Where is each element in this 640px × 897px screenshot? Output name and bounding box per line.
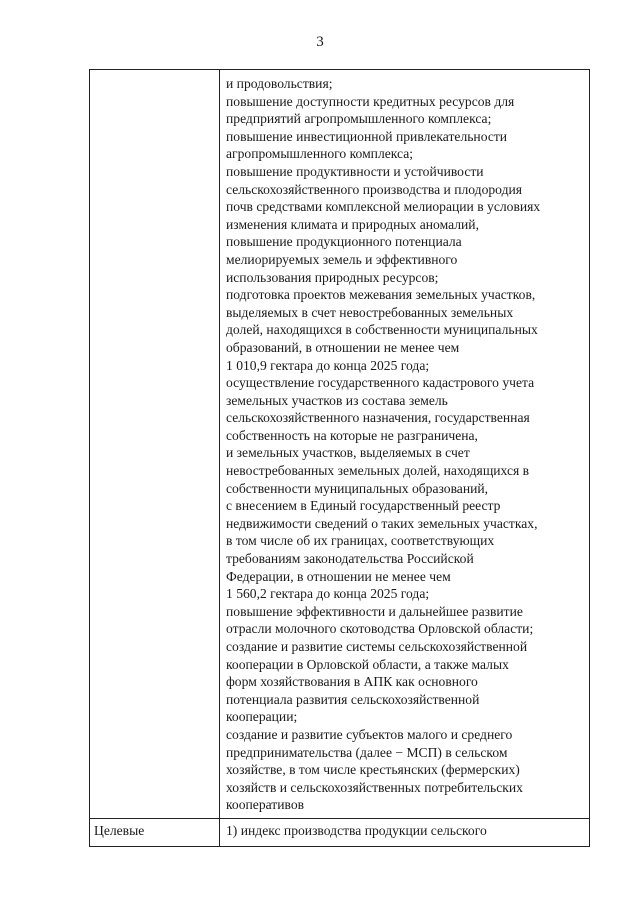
table-row-goals-continued [90, 70, 590, 819]
goals-line: кооперации в Орловской области, а также малых [226, 656, 509, 672]
goals-line: изменения климата и природных аномалий, [226, 216, 479, 232]
goals-line: мелиорируемых земель и эффективного [226, 251, 458, 267]
goals-line: кооперации; [226, 709, 298, 725]
goals-line: кооперативов [226, 797, 305, 813]
goals-cell [220, 70, 590, 819]
goals-line: почв средствами комплексной мелиорации в условиях [226, 199, 541, 215]
goals-line: долей, находящихся в собственности муниципальных [226, 322, 538, 338]
goals-line: подготовка проектов межевания земельных участков, [226, 287, 536, 303]
table-row-targets [90, 818, 590, 846]
goals-line: земельных участков из состава земель [226, 392, 448, 408]
goals-line: повышение доступности кредитных ресурсов для [226, 93, 515, 109]
targets-cell: 1) индекс производства продукции сельского [220, 818, 590, 846]
goals-line: повышение инвестиционной привлекательности [226, 128, 508, 144]
goals-line: предприятий агропромышленного комплекса; [226, 111, 492, 127]
goals-line: в том числе об их границах, соответствующих [226, 533, 495, 549]
goals-line: собственности муниципальных образований, [226, 480, 489, 496]
goals-line: повышение эффективности и дальнейшее развитие [226, 603, 523, 619]
goals-line: и земельных участков, выделяемых в счет [226, 445, 470, 461]
goals-line: собственность на которые не разграничена, [226, 427, 478, 443]
program-passport-table [89, 69, 590, 847]
goals-line: создание и развитие системы сельскохозяйственной [226, 639, 528, 654]
goals-line: образований, в отношении не менее чем [226, 339, 460, 355]
page-number: 3 [316, 34, 324, 50]
goals-line: осуществление государственного кадастрового учета [226, 375, 535, 391]
goals-line: 1 010,9 гектара до конца 2025 года; [226, 357, 430, 373]
goals-line: создание и развитие субъектов малого и среднего [226, 726, 513, 742]
goals-line: сельскохозяйственного производства и плодородия [226, 181, 523, 197]
goals-line: требованиям законодательства Российской [226, 551, 474, 567]
goals-line: агропромышленного комплекса; [226, 146, 414, 162]
goals-line: выделяемых в счет невостребованных земельных [226, 304, 514, 320]
goals-line: повышение продукционного потенциала [226, 234, 462, 250]
goals-line: хозяйстве, в том числе крестьянских (фермерских) [226, 762, 520, 778]
goals-line: форм хозяйствования в АПК как основного [226, 674, 478, 690]
goals-line: отрасли молочного скотоводства Орловской области; [226, 621, 534, 637]
goals-line: предпринимательства (далее − МСП) в сельском [226, 744, 508, 760]
row-label-targets: Целевые [90, 818, 220, 846]
goals-line: невостребованных земельных долей, находящихся в [226, 463, 530, 479]
goals-line: повышение продуктивности и устойчивости [226, 163, 484, 179]
goals-line: Федерации, в отношении не менее чем [226, 568, 451, 584]
goals-text [220, 70, 589, 818]
goals-line: использования природных ресурсов; [226, 269, 439, 285]
goals-line: и продовольствия; [226, 76, 333, 91]
goals-line: 1 560,2 гектара до конца 2025 года; [226, 586, 430, 602]
goals-line: с внесением в Единый государственный реестр [226, 498, 501, 514]
goals-line: недвижимости сведений о таких земельных участках, [226, 515, 538, 531]
row-label-empty [90, 70, 220, 819]
goals-line: сельскохозяйственного назначения, государственная [226, 410, 530, 426]
goals-line: хозяйств и сельскохозяйственных потребительских [226, 779, 523, 795]
goals-line: потенциала развития сельскохозяйственной [226, 691, 480, 707]
